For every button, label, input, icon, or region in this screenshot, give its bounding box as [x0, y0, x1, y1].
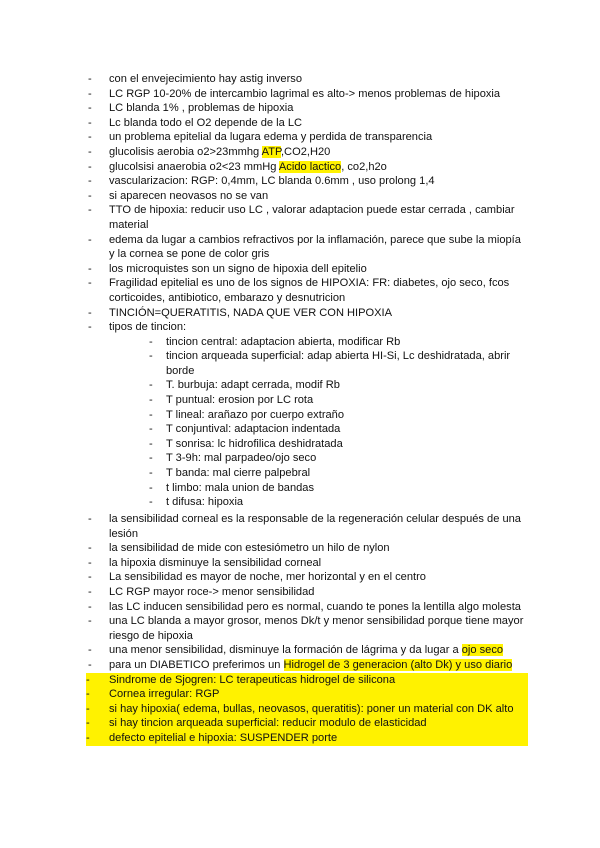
- list-item: [88, 203, 528, 232]
- sub-list-item: [109, 393, 528, 408]
- list-bullet: -: [88, 189, 92, 202]
- text-run: LC RGP 10-20% de intercambio lagrimal es alto-> menos problemas de hipoxia: [109, 87, 501, 100]
- sub-list-item-text: tincion central: adaptacion abierta, modificar Rb: [166, 335, 401, 348]
- text-run: TINCIÓN=QUERATITIS, NADA QUE VER CON HIPOXIA: [109, 306, 393, 319]
- sub-list-item-text: t limbo: mala union de bandas: [166, 481, 315, 494]
- list-bullet: -: [149, 379, 153, 392]
- list-item-text: [109, 88, 500, 100]
- text-run: Cornea irregular: RGP: [109, 688, 220, 701]
- list-item: [86, 731, 528, 746]
- text-run: la hipoxia disminuye la sensibilidad corneal: [109, 556, 322, 569]
- list-item: [88, 658, 528, 673]
- list-item: [88, 174, 528, 189]
- sub-list-item-text: t difusa: hipoxia: [166, 496, 244, 509]
- list-item: [88, 306, 528, 321]
- list-item: [86, 673, 528, 688]
- list-item-text: [109, 542, 390, 554]
- list-item-text: [109, 131, 432, 143]
- list-item: [88, 276, 528, 305]
- sub-list-item: [109, 408, 528, 423]
- list-bullet: -: [149, 350, 153, 363]
- sub-list-item-text: T sonrisa: lc hidrofilica deshidratada: [166, 437, 343, 450]
- list-bullet: -: [88, 644, 92, 657]
- sub-list-item: [109, 437, 528, 452]
- highlighted-text: Hidrogel de 3 generacion (alto Dk) y uso diario: [283, 658, 513, 671]
- text-run: un problema epitelial da lugara edema y perdida de transparencia: [109, 131, 433, 144]
- text-run: glucolsisi anaerobia o2<23 mmHg: [109, 160, 279, 173]
- list-item: [88, 556, 528, 571]
- sub-list: [109, 335, 528, 510]
- sub-list-item: [109, 349, 528, 378]
- text-run: Lc blanda todo el O2 depende de la LC: [109, 116, 303, 129]
- list-bullet: -: [88, 658, 92, 671]
- list-bullet: -: [88, 233, 92, 246]
- list-bullet: -: [88, 277, 92, 290]
- sub-list-item-text: T puntual: erosion por LC rota: [166, 394, 314, 407]
- text-run: LC terapeuticas hidrogel de silicona: [219, 673, 396, 686]
- list-item: [88, 643, 528, 658]
- list-item: [88, 600, 528, 615]
- list-item-text: [109, 73, 302, 85]
- list-item: [86, 687, 528, 702]
- list-item-text: [109, 644, 503, 656]
- list-item-text: [109, 146, 330, 158]
- list-bullet: -: [88, 73, 92, 85]
- text-run: si hay hipoxia( edema, bullas, neovasos, queratitis): poner un material con DK alto: [109, 702, 514, 715]
- list-item-text: [109, 204, 515, 231]
- list-bullet: -: [88, 321, 92, 334]
- list-bullet: -: [149, 408, 153, 421]
- list-item-text: [109, 615, 523, 642]
- list-item: [88, 145, 528, 160]
- text-run: LC blanda 1% , problemas de hipoxia: [109, 102, 294, 115]
- list-bullet: -: [86, 702, 90, 715]
- sub-list-item: [109, 481, 528, 496]
- list-bullet: -: [88, 556, 92, 569]
- list-item: [88, 541, 528, 556]
- list-item: [88, 233, 528, 262]
- list-item-text: [109, 688, 219, 700]
- text-run: Sindrome de Sjogren:: [109, 673, 220, 686]
- list-bullet: -: [149, 452, 153, 465]
- list-item: [88, 262, 528, 277]
- list-item: [88, 585, 528, 600]
- list-item-text: [109, 161, 387, 173]
- list-bullet: -: [149, 467, 153, 480]
- notes-list-sensibilidad: [88, 512, 528, 746]
- text-run: La sensibilidad es mayor de noche, mer horizontal y en el centro: [109, 571, 426, 584]
- text-run: la sensibilidad corneal es la responsable de la regeneración celular después de una lesión: [109, 513, 521, 540]
- sub-list-item-text: T banda: mal cierre palpebral: [166, 467, 311, 480]
- sub-list-item: [109, 422, 528, 437]
- text-run: una menor sensibilidad, disminuye la formación de lágrima y da lugar a: [109, 644, 462, 657]
- list-bullet: -: [88, 615, 92, 628]
- sub-list-item-text: tincion arqueada superficial: adap abierta HI-Si, Lc deshidratada, abrir borde: [166, 350, 511, 377]
- text-run: TTO de hipoxia: reducir uso LC , valorar adaptacion puede estar cerrada , cambiar material: [109, 204, 515, 231]
- list-bullet: -: [149, 437, 153, 450]
- list-item: [88, 72, 528, 87]
- list-item-text: [109, 557, 321, 569]
- list-bullet: -: [149, 481, 153, 494]
- sub-list-item-text: T conjuntival: adaptacion indentada: [166, 423, 341, 436]
- text-run: si aparecen neovasos no se van: [109, 189, 269, 202]
- list-bullet: -: [88, 513, 92, 525]
- list-item: [88, 130, 528, 145]
- list-item-text: [109, 321, 186, 333]
- list-item-text: [109, 586, 314, 598]
- text-run: para un DIABETICO preferimos un: [109, 658, 284, 671]
- list-item-text: [109, 263, 367, 275]
- text-run: glucolisis aerobia o2>23mmhg: [109, 145, 262, 158]
- list-item-text: [109, 190, 268, 202]
- sub-list-item: [109, 378, 528, 393]
- list-item-text: [109, 732, 337, 744]
- list-item-text: [109, 307, 392, 319]
- list-item: [88, 512, 528, 541]
- sub-list-item: [109, 495, 528, 510]
- list-item: [88, 87, 528, 102]
- list-bullet: -: [149, 423, 153, 436]
- list-item-text: [109, 513, 521, 540]
- highlighted-text: Acido lactico: [278, 160, 342, 173]
- text-run: las LC inducen sensibilidad pero es normal, cuando te pones la lentilla algo molesta: [109, 600, 521, 613]
- text-run: vascularizacion: RGP: 0,4mm, LC blanda 0.6mm , uso prolong 1,4: [109, 175, 435, 188]
- highlighted-text: ojo seco: [461, 644, 504, 657]
- list-bullet: -: [88, 585, 92, 598]
- sub-list-item-text: T lineal: arañazo por cuerpo extraño: [166, 408, 345, 421]
- highlighted-text: ATP: [261, 145, 281, 158]
- text-run: la sensibilidad de mide con estesiómetro un hilo de nylon: [109, 542, 390, 555]
- list-bullet: -: [88, 131, 92, 144]
- list-item-text: [109, 703, 514, 715]
- sub-list-item-text: T. burbuja: adapt cerrada, modif Rb: [166, 379, 340, 392]
- list-bullet: -: [88, 145, 92, 158]
- sub-list-item: [109, 466, 528, 481]
- list-bullet: -: [88, 160, 92, 173]
- list-item-text: [109, 674, 395, 686]
- list-bullet: -: [149, 394, 153, 407]
- sub-list-item: [109, 451, 528, 466]
- text-run: ,CO2,H20: [280, 145, 331, 158]
- list-item-text: [109, 175, 435, 187]
- list-bullet: -: [149, 496, 153, 509]
- list-item: [88, 570, 528, 585]
- text-run: con el envejecimiento hay astig inverso: [109, 73, 303, 85]
- list-bullet: -: [88, 175, 92, 188]
- text-run: si hay tincion arqueada superficial: reducir modulo de elasticidad: [109, 717, 427, 730]
- list-bullet: -: [86, 731, 90, 744]
- list-bullet: -: [86, 717, 90, 730]
- list-bullet: -: [88, 102, 92, 115]
- sub-list-item-text: T 3-9h: mal parpadeo/ojo seco: [166, 452, 317, 465]
- notes-list-hipoxia: [88, 72, 528, 510]
- list-item: [86, 716, 528, 731]
- list-bullet: -: [88, 306, 92, 319]
- list-item-text: [109, 571, 426, 583]
- list-item: [88, 614, 528, 643]
- list-item-text: [109, 659, 512, 671]
- list-item: [86, 702, 528, 717]
- text-run: tipos de tincion:: [109, 321, 187, 334]
- text-run: defecto epitelial e hipoxia: SUSPENDER porte: [109, 731, 338, 744]
- sub-list-item: [109, 335, 528, 350]
- list-bullet: -: [86, 688, 90, 701]
- list-item-text: [109, 277, 509, 304]
- list-bullet: -: [88, 571, 92, 584]
- list-bullet: -: [88, 116, 92, 129]
- list-bullet: -: [88, 600, 92, 613]
- text-run: edema da lugar a cambios refractivos por la inflamación, parece que sube la miopía y la cornea se pone de color gris: [109, 233, 521, 261]
- text-run: LC RGP mayor roce-> menor sensibilidad: [109, 585, 315, 598]
- text-run: Fragilidad epitelial es uno de los signos de HIPOXIA: FR: diabetes, ojo seco, fcos corticoides, antibiotico, embarazo y desnutricion: [109, 277, 510, 304]
- list-item: [88, 160, 528, 175]
- list-bullet: -: [88, 87, 92, 100]
- list-bullet: -: [88, 204, 92, 217]
- list-item-text: [109, 117, 302, 129]
- list-item: [88, 101, 528, 116]
- list-item-text: [109, 234, 521, 261]
- list-item: [88, 189, 528, 204]
- list-item-text: [109, 102, 293, 114]
- list-bullet: -: [88, 262, 92, 275]
- text-run: , co2,h2o: [341, 160, 387, 173]
- list-item-text: [109, 717, 427, 729]
- list-item: [88, 116, 528, 131]
- list-bullet: -: [86, 673, 90, 686]
- list-item-text: [109, 601, 521, 613]
- list-bullet: -: [149, 335, 153, 348]
- list-bullet: -: [88, 542, 92, 555]
- text-run: una LC blanda a mayor grosor, menos Dk/t y menor sensibilidad porque tiene mayor riesgo de hipoxia: [109, 615, 524, 642]
- text-run: los microquistes son un signo de hipoxia dell epitelio: [109, 262, 367, 275]
- list-item: [88, 320, 528, 510]
